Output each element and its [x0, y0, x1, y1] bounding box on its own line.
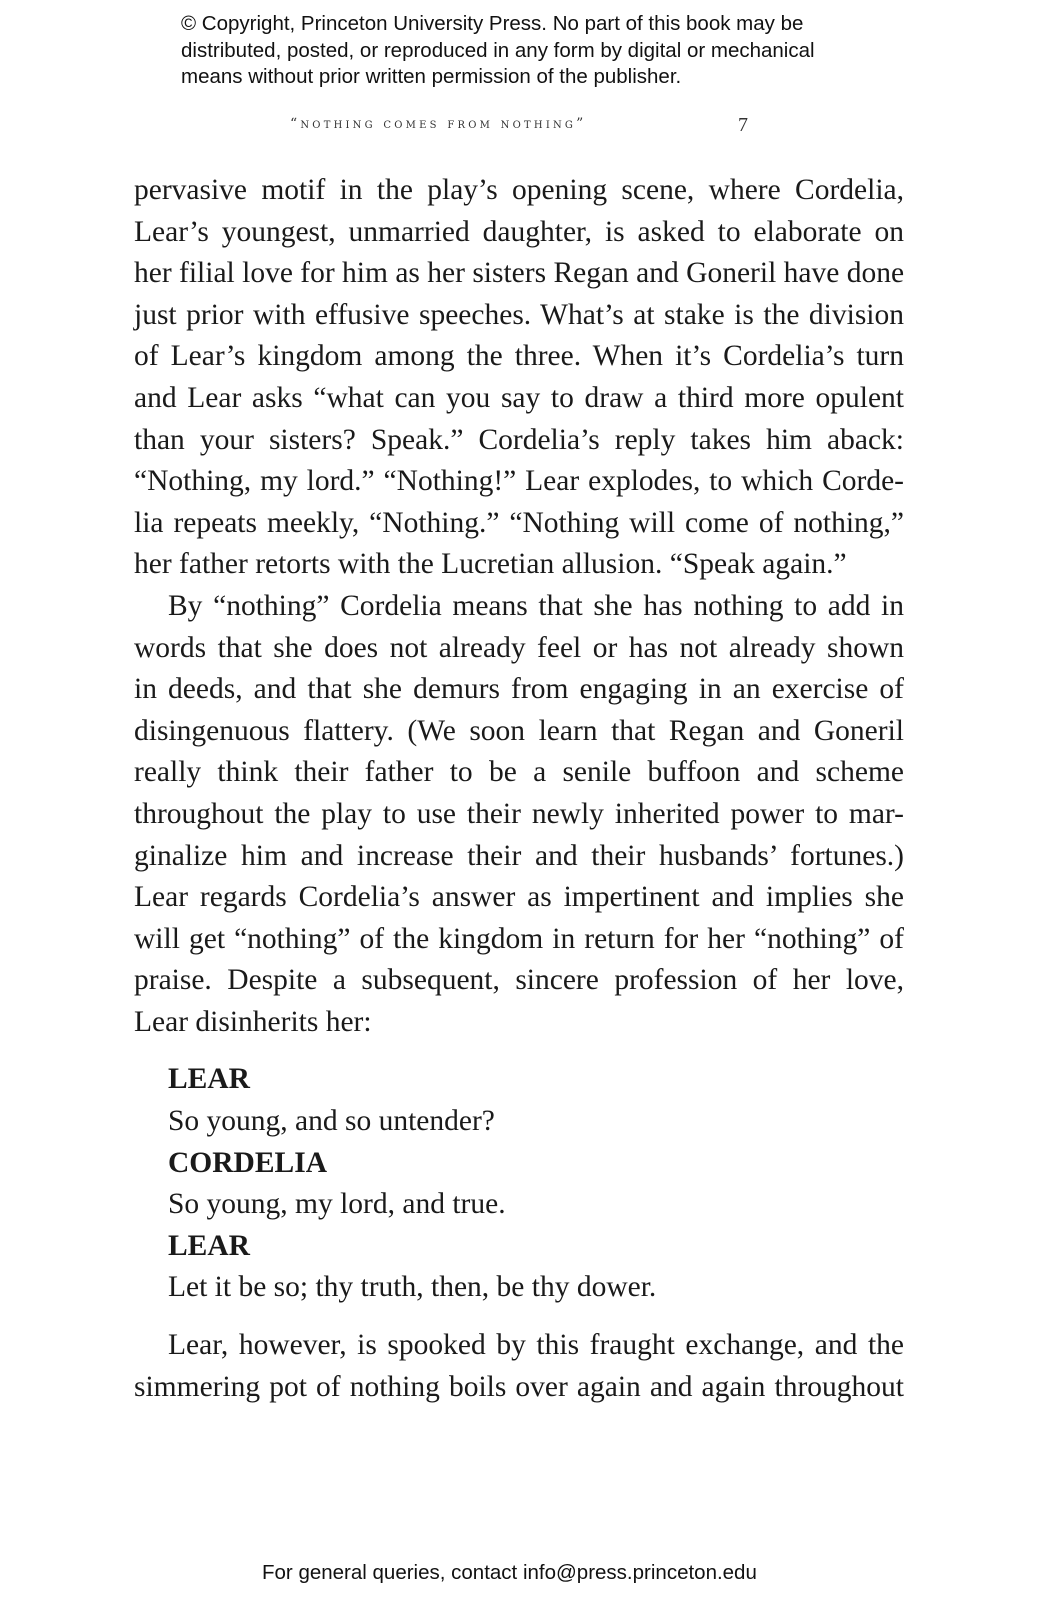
text-line: disingenuous flattery. (We soon learn that Regan and Goneril: [134, 714, 904, 747]
text-line: her father retorts with the Lucretian allusion. “Speak again.”: [134, 548, 847, 581]
play-excerpt: [134, 1059, 904, 1309]
copyright-line: means without prior written permission of the publisher.: [181, 65, 682, 88]
text-line: just prior with effusive speeches. What’s at stake is the division: [134, 298, 904, 331]
text-line: By “nothing” Cordelia means that she has nothing to add in: [168, 589, 904, 622]
paragraph-3: [134, 1325, 904, 1408]
text-line: praise. Despite a subsequent, sincere profession of her love,: [134, 964, 904, 997]
text-line: Lear regards Cordelia’s answer as impertinent and implies she: [134, 881, 904, 914]
text-line: lia repeats meekly, “Nothing.” “Nothing will come of nothing,”: [134, 506, 904, 539]
text-line: Lear disinherits her:: [134, 1005, 372, 1038]
copyright-line: distributed, posted, or reproduced in any form by digital or mechanical: [181, 38, 815, 62]
speech-line: Let it be so; thy truth, then, be thy dower.: [168, 1271, 657, 1304]
paragraph-1: [134, 170, 904, 586]
running-head-title: “nothing comes from nothing”: [290, 116, 587, 132]
text-line: really think their father to be a senile buffoon and scheme: [134, 756, 904, 789]
text-line: her filial love for him as her sisters Regan and Goneril have done: [134, 257, 905, 290]
text-line: simmering pot of nothing boils over again and again throughout: [134, 1370, 904, 1403]
copyright-notice: [181, 11, 941, 91]
page-number: 7: [738, 114, 748, 136]
speech-line: So young, my lord, and true.: [168, 1188, 506, 1221]
text-line: pervasive motif in the play’s opening scene, where Cordelia,: [134, 174, 904, 206]
footer-contact: For general queries, contact info@press.princeton.edu: [262, 1561, 757, 1584]
text-line: ginalize him and increase their and their husbands’ fortunes.): [134, 839, 904, 872]
speaker-name: CORDELIA: [168, 1146, 327, 1179]
copyright-line: © Copyright, Princeton University Press. No part of this book may be: [181, 12, 804, 35]
text-line: will get “nothing” of the kingdom in return for her “nothing” of: [134, 922, 904, 955]
body-text: [134, 170, 904, 1408]
text-line: Lear, however, is spooked by this fraught exchange, and the: [168, 1329, 904, 1362]
text-line: words that she does not already feel or has not already shown: [134, 631, 904, 664]
text-line: Lear’s youngest, unmarried daughter, is asked to elaborate on: [134, 215, 904, 248]
text-line: and Lear asks “what can you say to draw a third more opulent: [134, 381, 904, 414]
speech-line: So young, and so untender?: [168, 1105, 495, 1138]
speaker-name: LEAR: [168, 1063, 250, 1096]
text-line: throughout the play to use their newly inherited power to mar-: [134, 797, 904, 830]
text-line: “Nothing, my lord.” “Nothing!” Lear explodes, to which Corde-: [134, 465, 904, 498]
text-line: in deeds, and that she demurs from engaging in an exercise of: [134, 673, 904, 706]
paragraph-2: [134, 586, 904, 1044]
speaker-name: LEAR: [168, 1229, 250, 1262]
text-line: than your sisters? Speak.” Cordelia’s reply takes him aback:: [134, 423, 904, 456]
text-line: of Lear’s kingdom among the three. When it’s Cordelia’s turn: [134, 340, 904, 373]
